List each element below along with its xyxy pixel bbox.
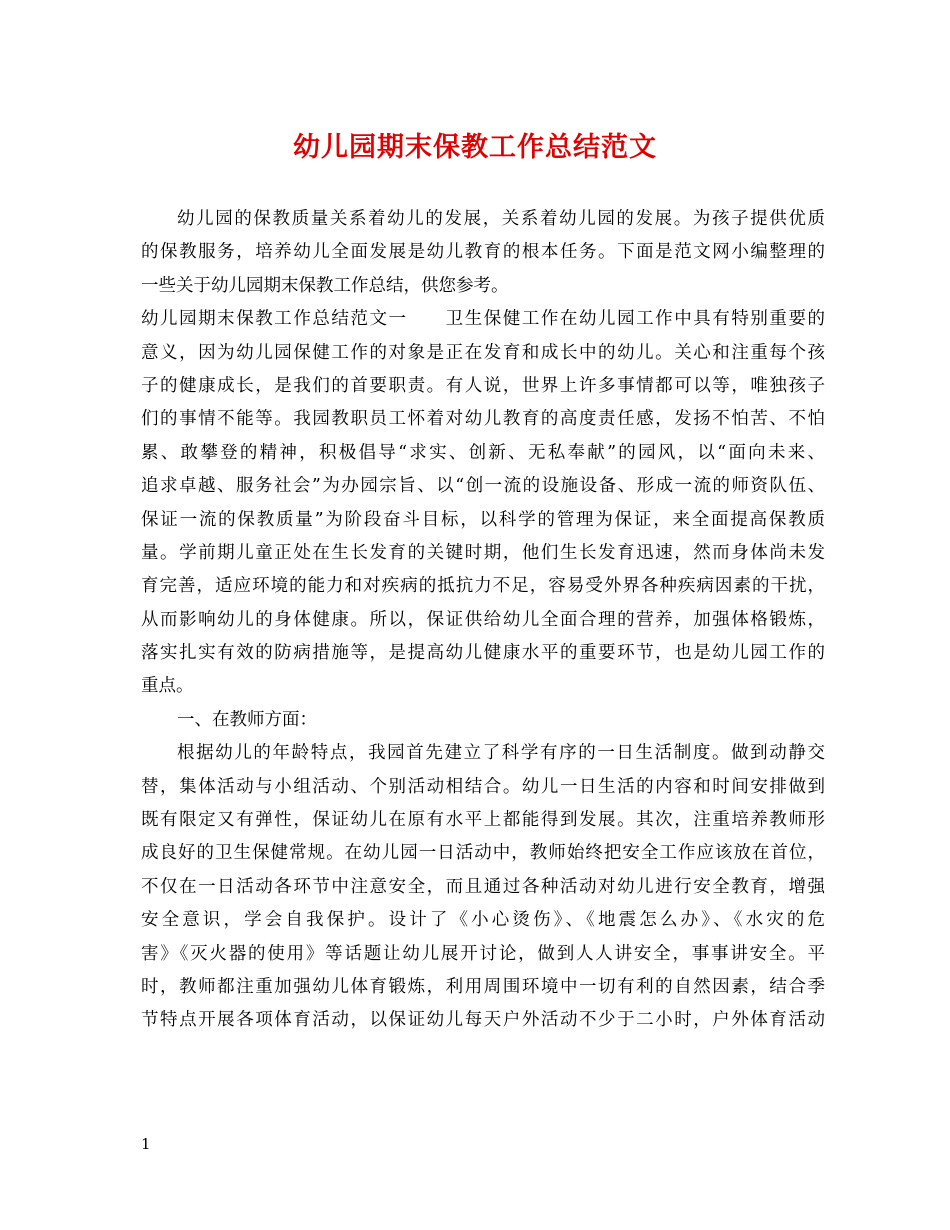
body-line: 们的事情不能等。我园教职员工怀着对幼儿教育的高度责任感，发扬不怕苦、不怕 bbox=[141, 409, 825, 430]
body-line: 育完善，适应环境的能力和对疾病的抵抗力不足，容易受外界各种疾病因素的干扰， bbox=[141, 576, 825, 597]
document-title: 幼儿园期末保教工作总结范文 bbox=[293, 132, 657, 163]
body-line: 节特点开展各项体育活动，以保证幼儿每天户外活动不少于二小时，户外体育活动 bbox=[141, 1010, 825, 1031]
body-line: 害》《灭火器的使用》等话题让幼儿展开讨论，做到人人讲安全，事事讲安全。平 bbox=[141, 943, 825, 964]
body-line: 幼儿园的保教质量关系着幼儿的发展，关系着幼儿园的发展。为孩子提供优质 bbox=[177, 209, 825, 229]
document-body bbox=[141, 203, 825, 1038]
body-line: 替，集体活动与小组活动、个别活动相结合。幼儿一日生活的内容和时间安排做到 bbox=[141, 776, 825, 797]
body-line: 一些关于幼儿园期末保教工作总结，供您参考。 bbox=[141, 275, 509, 296]
body-line: 追求卓越、服务社会”为办园宗旨、以“创一流的设施设备、形成一流的师资队伍、 bbox=[141, 476, 825, 497]
body-line: 保证一流的保教质量”为阶段奋斗目标，以科学的管理为保证，来全面提高保教质 bbox=[141, 509, 825, 530]
body-line: 子的健康成长，是我们的首要职责。有人说，世界上许多事情都可以等，唯独孩子 bbox=[141, 375, 825, 396]
body-line: 意义，因为幼儿园保健工作的对象是正在发育和成长中的幼儿。关心和注重每个孩 bbox=[141, 342, 825, 363]
body-line: 安全意识，学会自我保护。设计了《小心烫伤》、《地震怎么办》、《水灾的危 bbox=[141, 910, 825, 931]
body-line: 落实扎实有效的防病措施等，是提高幼儿健康水平的重要环节，也是幼儿园工作的 bbox=[141, 643, 825, 664]
body-line: 量。学前期儿童正处在生长发育的关键时期，他们生长发育迅速，然而身体尚未发 bbox=[141, 542, 825, 563]
body-line: 既有限定又有弹性，保证幼儿在原有水平上都能得到发展。其次，注重培养教师形 bbox=[141, 810, 825, 831]
body-line: 累、敢攀登的精神，积极倡导“求实、创新、无私奉献”的园风，以“面向未来、 bbox=[141, 442, 825, 463]
body-line: 不仅在一日活动各环节中注意安全，而且通过各种活动对幼儿进行安全教育，增强 bbox=[141, 876, 825, 897]
body-line: 时，教师都注重加强幼儿体育锻炼，利用周围环境中一切有利的自然因素，结合季 bbox=[141, 976, 825, 997]
body-line: 从而影响幼儿的身体健康。所以，保证供给幼儿全面合理的营养，加强体格锻炼， bbox=[141, 609, 825, 630]
body-line: 根据幼儿的年龄特点，我园首先建立了科学有序的一日生活制度。做到动静交 bbox=[177, 743, 825, 764]
body-line: 一、在教师方面： bbox=[177, 709, 317, 730]
body-line: 成良好的卫生保健常规。在幼儿园一日活动中，教师始终把安全工作应该放在首位， bbox=[141, 843, 825, 864]
body-line: 重点。 bbox=[141, 676, 194, 697]
page-number: 1 bbox=[141, 1135, 151, 1153]
body-line: 幼儿园期末保教工作总结范文一 卫生保健工作在幼儿园工作中具有特别重要的 bbox=[141, 309, 825, 330]
body-line: 的保教服务，培养幼儿全面发展是幼儿教育的根本任务。下面是范文网小编整理的 bbox=[141, 242, 825, 263]
